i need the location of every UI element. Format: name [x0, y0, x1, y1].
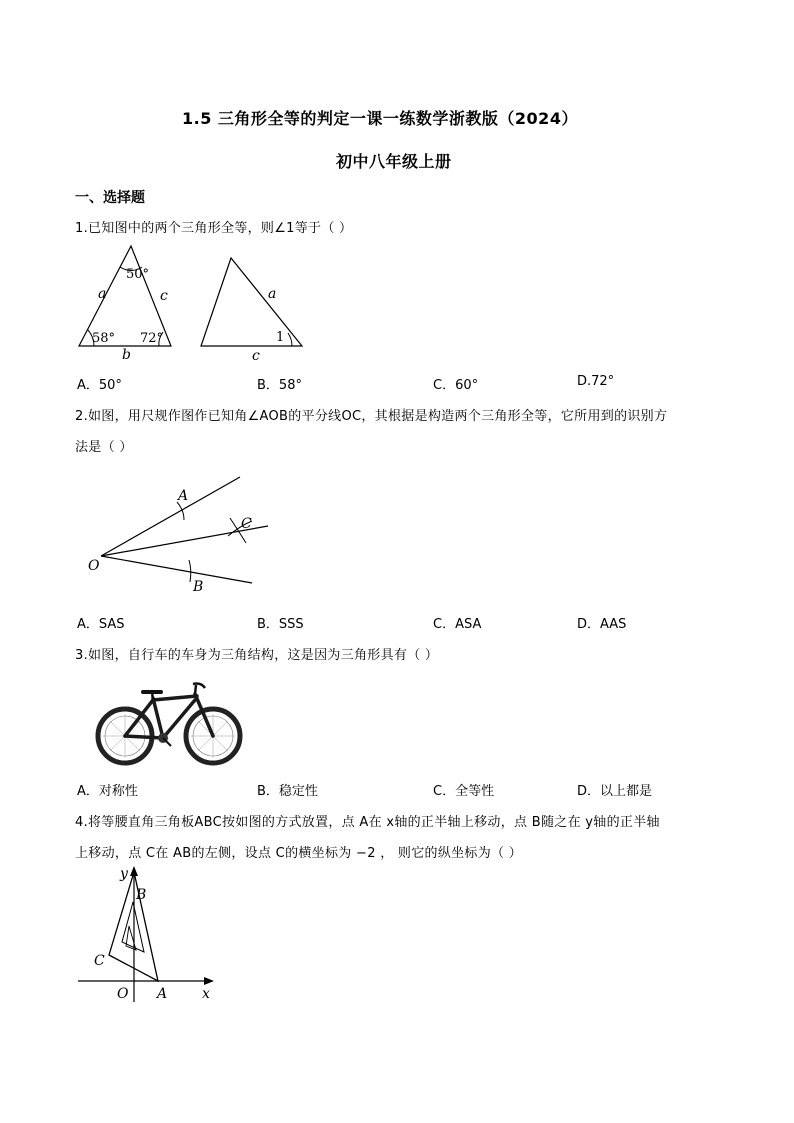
q1-t2-side-a: a — [268, 286, 277, 302]
q2-option-d[interactable]: D．AAS — [577, 617, 627, 632]
q1-side-a: a — [98, 286, 107, 302]
q2-option-c[interactable]: C．ASA — [433, 617, 482, 632]
q2-label-c: C — [241, 516, 252, 532]
q3-option-d[interactable]: D．以上都是 — [577, 784, 653, 799]
q1-side-b: b — [122, 347, 131, 363]
q1-option-c[interactable]: C．60° — [433, 378, 479, 393]
q1-angle-left: 58° — [92, 331, 116, 346]
q3-option-a[interactable]: A．对称性 — [77, 784, 138, 799]
section-heading: 一、选择题 — [75, 190, 145, 206]
q1-option-d[interactable]: D.72° — [577, 374, 615, 389]
question-4-stem-line1: 4.将等腰直角三角板ABC按如图的方式放置，点 A在 x轴的正半轴上移动，点 B随之在 y轴的正半轴 — [75, 815, 660, 830]
q2-label-a: A — [178, 488, 189, 504]
q4-label-x: x — [202, 986, 210, 1002]
q1-option-b[interactable]: B．58° — [257, 378, 302, 393]
question-2-stem-line1: 2.如图，用尺规作图作已知角∠AOB的平分线OC，其根据是构造两个三角形全等，它所用到的识别方 — [75, 409, 668, 424]
doc-subtitle: 初中八年级上册 — [336, 152, 452, 171]
q1-option-a[interactable]: A．50° — [77, 378, 122, 393]
q1-angle-top: 50° — [126, 267, 150, 282]
doc-title: 1.5 三角形全等的判定一课一练数学浙教版（2024） — [182, 109, 578, 128]
q2-label-b: B — [193, 579, 204, 595]
question-2-stem-line2: 法是（ ） — [75, 440, 133, 455]
q3-option-b[interactable]: B．稳定性 — [257, 784, 318, 799]
q2-option-b[interactable]: B．SSS — [257, 617, 304, 632]
q4-label-c: C — [94, 953, 105, 969]
q4-label-b: B — [136, 887, 147, 903]
q4-label-o: O — [117, 986, 129, 1002]
question-1-stem: 1.已知图中的两个三角形全等，则∠1等于（ ） — [75, 221, 353, 236]
q1-figure — [70, 240, 320, 365]
q1-angle-right: 72° — [140, 331, 164, 346]
q4-figure — [72, 862, 222, 1012]
question-4-stem-line2: 上移动，点 C在 AB的左侧，设点 C的横坐标为 −2 ， 则它的纵坐标为（ ） — [75, 846, 523, 861]
q1-t2-angle-1: 1 — [276, 330, 285, 345]
q3-option-c[interactable]: C．全等性 — [433, 784, 495, 799]
q4-label-y: y — [120, 866, 128, 882]
q1-t2-side-c: c — [252, 348, 260, 364]
q4-label-a: A — [157, 986, 168, 1002]
q2-option-a[interactable]: A．SAS — [77, 617, 125, 632]
q3-bicycle-figure — [95, 678, 245, 768]
q2-label-o: O — [88, 558, 100, 574]
q2-figure — [80, 470, 280, 600]
q1-side-c: c — [160, 288, 168, 304]
question-3-stem: 3.如图，自行车的车身为三角结构，这是因为三角形具有（ ） — [75, 648, 439, 663]
